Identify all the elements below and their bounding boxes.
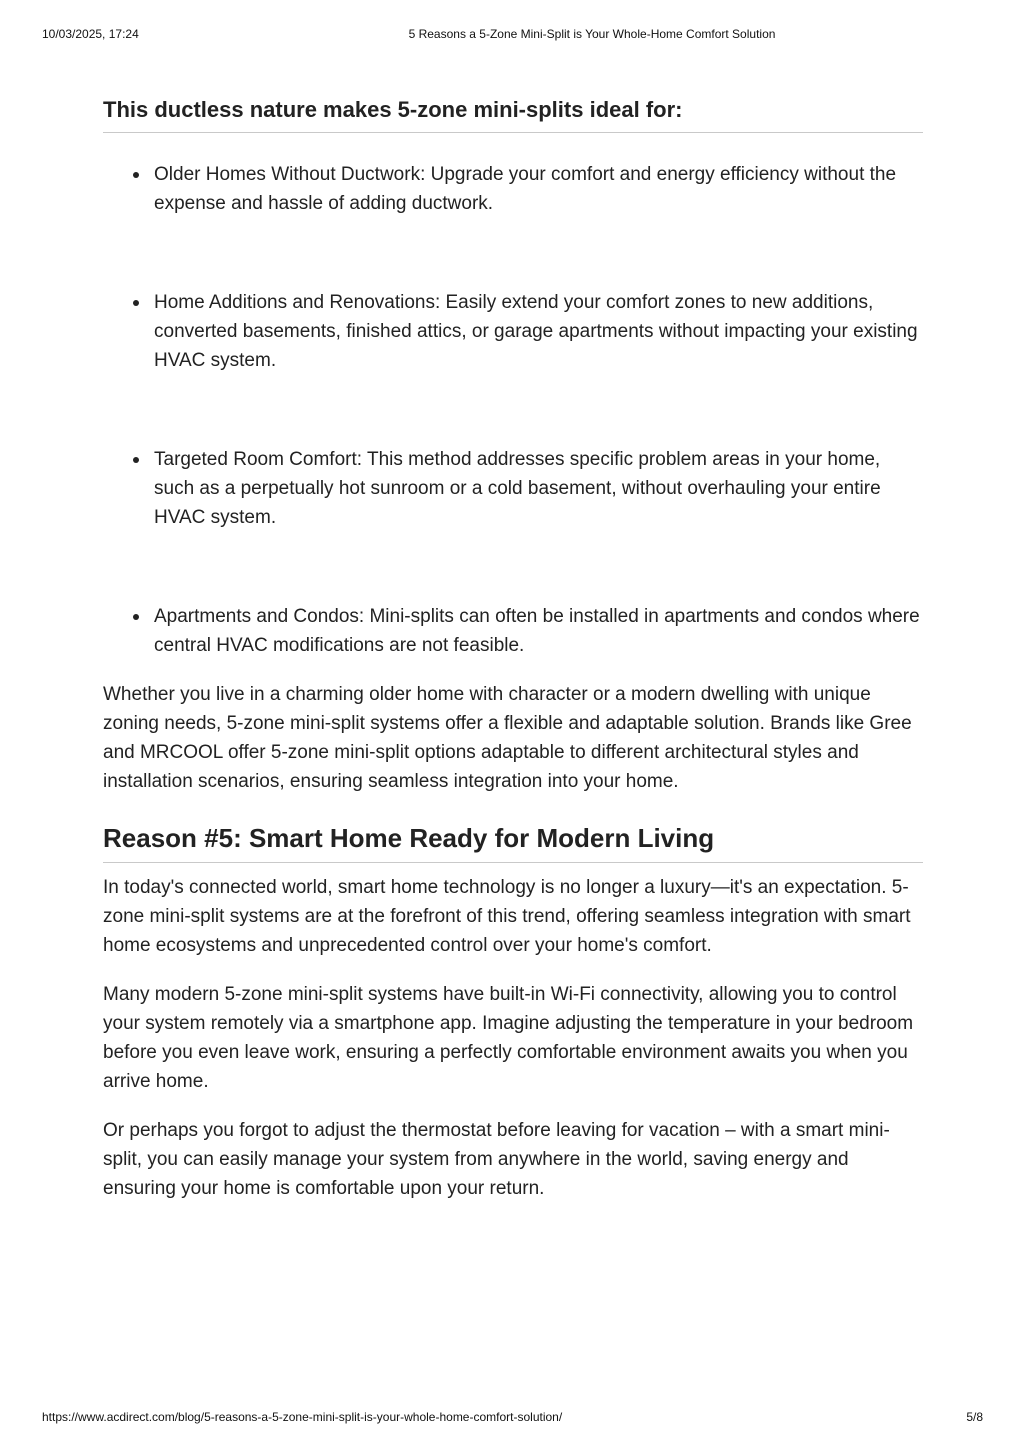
- ideal-closing-paragraph: Whether you live in a charming older home with character or a modern dwelling with unique zoning needs, 5-zone mini-split systems offer a flexible and adaptable solution. Brands like Gree and MRCOOL offer 5-zone mini-split options adaptable to different architectural styles and installation scenarios, ensuring seamless integration into your home.: [103, 684, 912, 792]
- ideal-for-list: [103, 160, 923, 660]
- list-item: [103, 160, 923, 218]
- bullet-icon: [133, 457, 139, 463]
- bullet-icon: [133, 300, 139, 306]
- list-item-text: Apartments and Condos: Mini-splits can often be installed in apartments and condos where central HVAC modifications are not feasible.: [154, 606, 920, 656]
- list-item: [103, 288, 923, 375]
- reason-5-paragraph: Many modern 5-zone mini-split systems have built-in Wi-Fi connectivity, allowing you to control your system remotely via a smartphone app. Imagine adjusting the temperature in your bedroom before you even leave work, ensuring a perfectly comfortable environment awaits you when you arrive home.: [103, 984, 914, 1092]
- print-page-url: https://www.acdirect.com/blog/5-reasons-a-5-zone-mini-split-is-your-whole-home-comfort-solution/: [42, 1410, 563, 1424]
- list-item: [103, 445, 923, 532]
- list-item-text: Targeted Room Comfort: This method addresses specific problem areas in your home, such as a perpetually hot sunroom or a cold basement, without overhauling your entire HVAC system.: [154, 449, 881, 528]
- bullet-icon: [133, 614, 139, 620]
- ideal-for-heading: This ductless nature makes 5-zone mini-splits ideal for:: [103, 96, 923, 133]
- print-header: [0, 27, 1024, 43]
- list-item: [103, 602, 923, 660]
- print-footer: [0, 1410, 1024, 1426]
- bullet-icon: [133, 172, 139, 178]
- article-content: [103, 96, 923, 1203]
- reason-5-paragraph: Or perhaps you forgot to adjust the thermostat before leaving for vacation – with a smart mini-split, you can easily manage your system from anywhere in the world, saving energy and ensuring your home is comfortable upon your return.: [103, 1120, 890, 1199]
- print-page-number: 5/8: [966, 1410, 983, 1424]
- print-datetime: 10/03/2025, 17:24: [42, 27, 139, 41]
- print-document-title: 5 Reasons a 5-Zone Mini-Split is Your Whole-Home Comfort Solution: [408, 27, 776, 41]
- reason-5-heading: Reason #5: Smart Home Ready for Modern Living: [103, 822, 923, 863]
- reason-5-paragraph: In today's connected world, smart home technology is no longer a luxury—it's an expectation. 5-zone mini-split systems are at the forefront of this trend, offering seamless integration with smart home ecosystems and unprecedented control over your home's comfort.: [103, 877, 911, 956]
- list-item-text: Home Additions and Renovations: Easily extend your comfort zones to new additions, converted basements, finished attics, or garage apartments without impacting your existing HVAC system.: [154, 292, 918, 371]
- list-item-text: Older Homes Without Ductwork: Upgrade your comfort and energy efficiency without the expense and hassle of adding ductwork.: [154, 164, 897, 214]
